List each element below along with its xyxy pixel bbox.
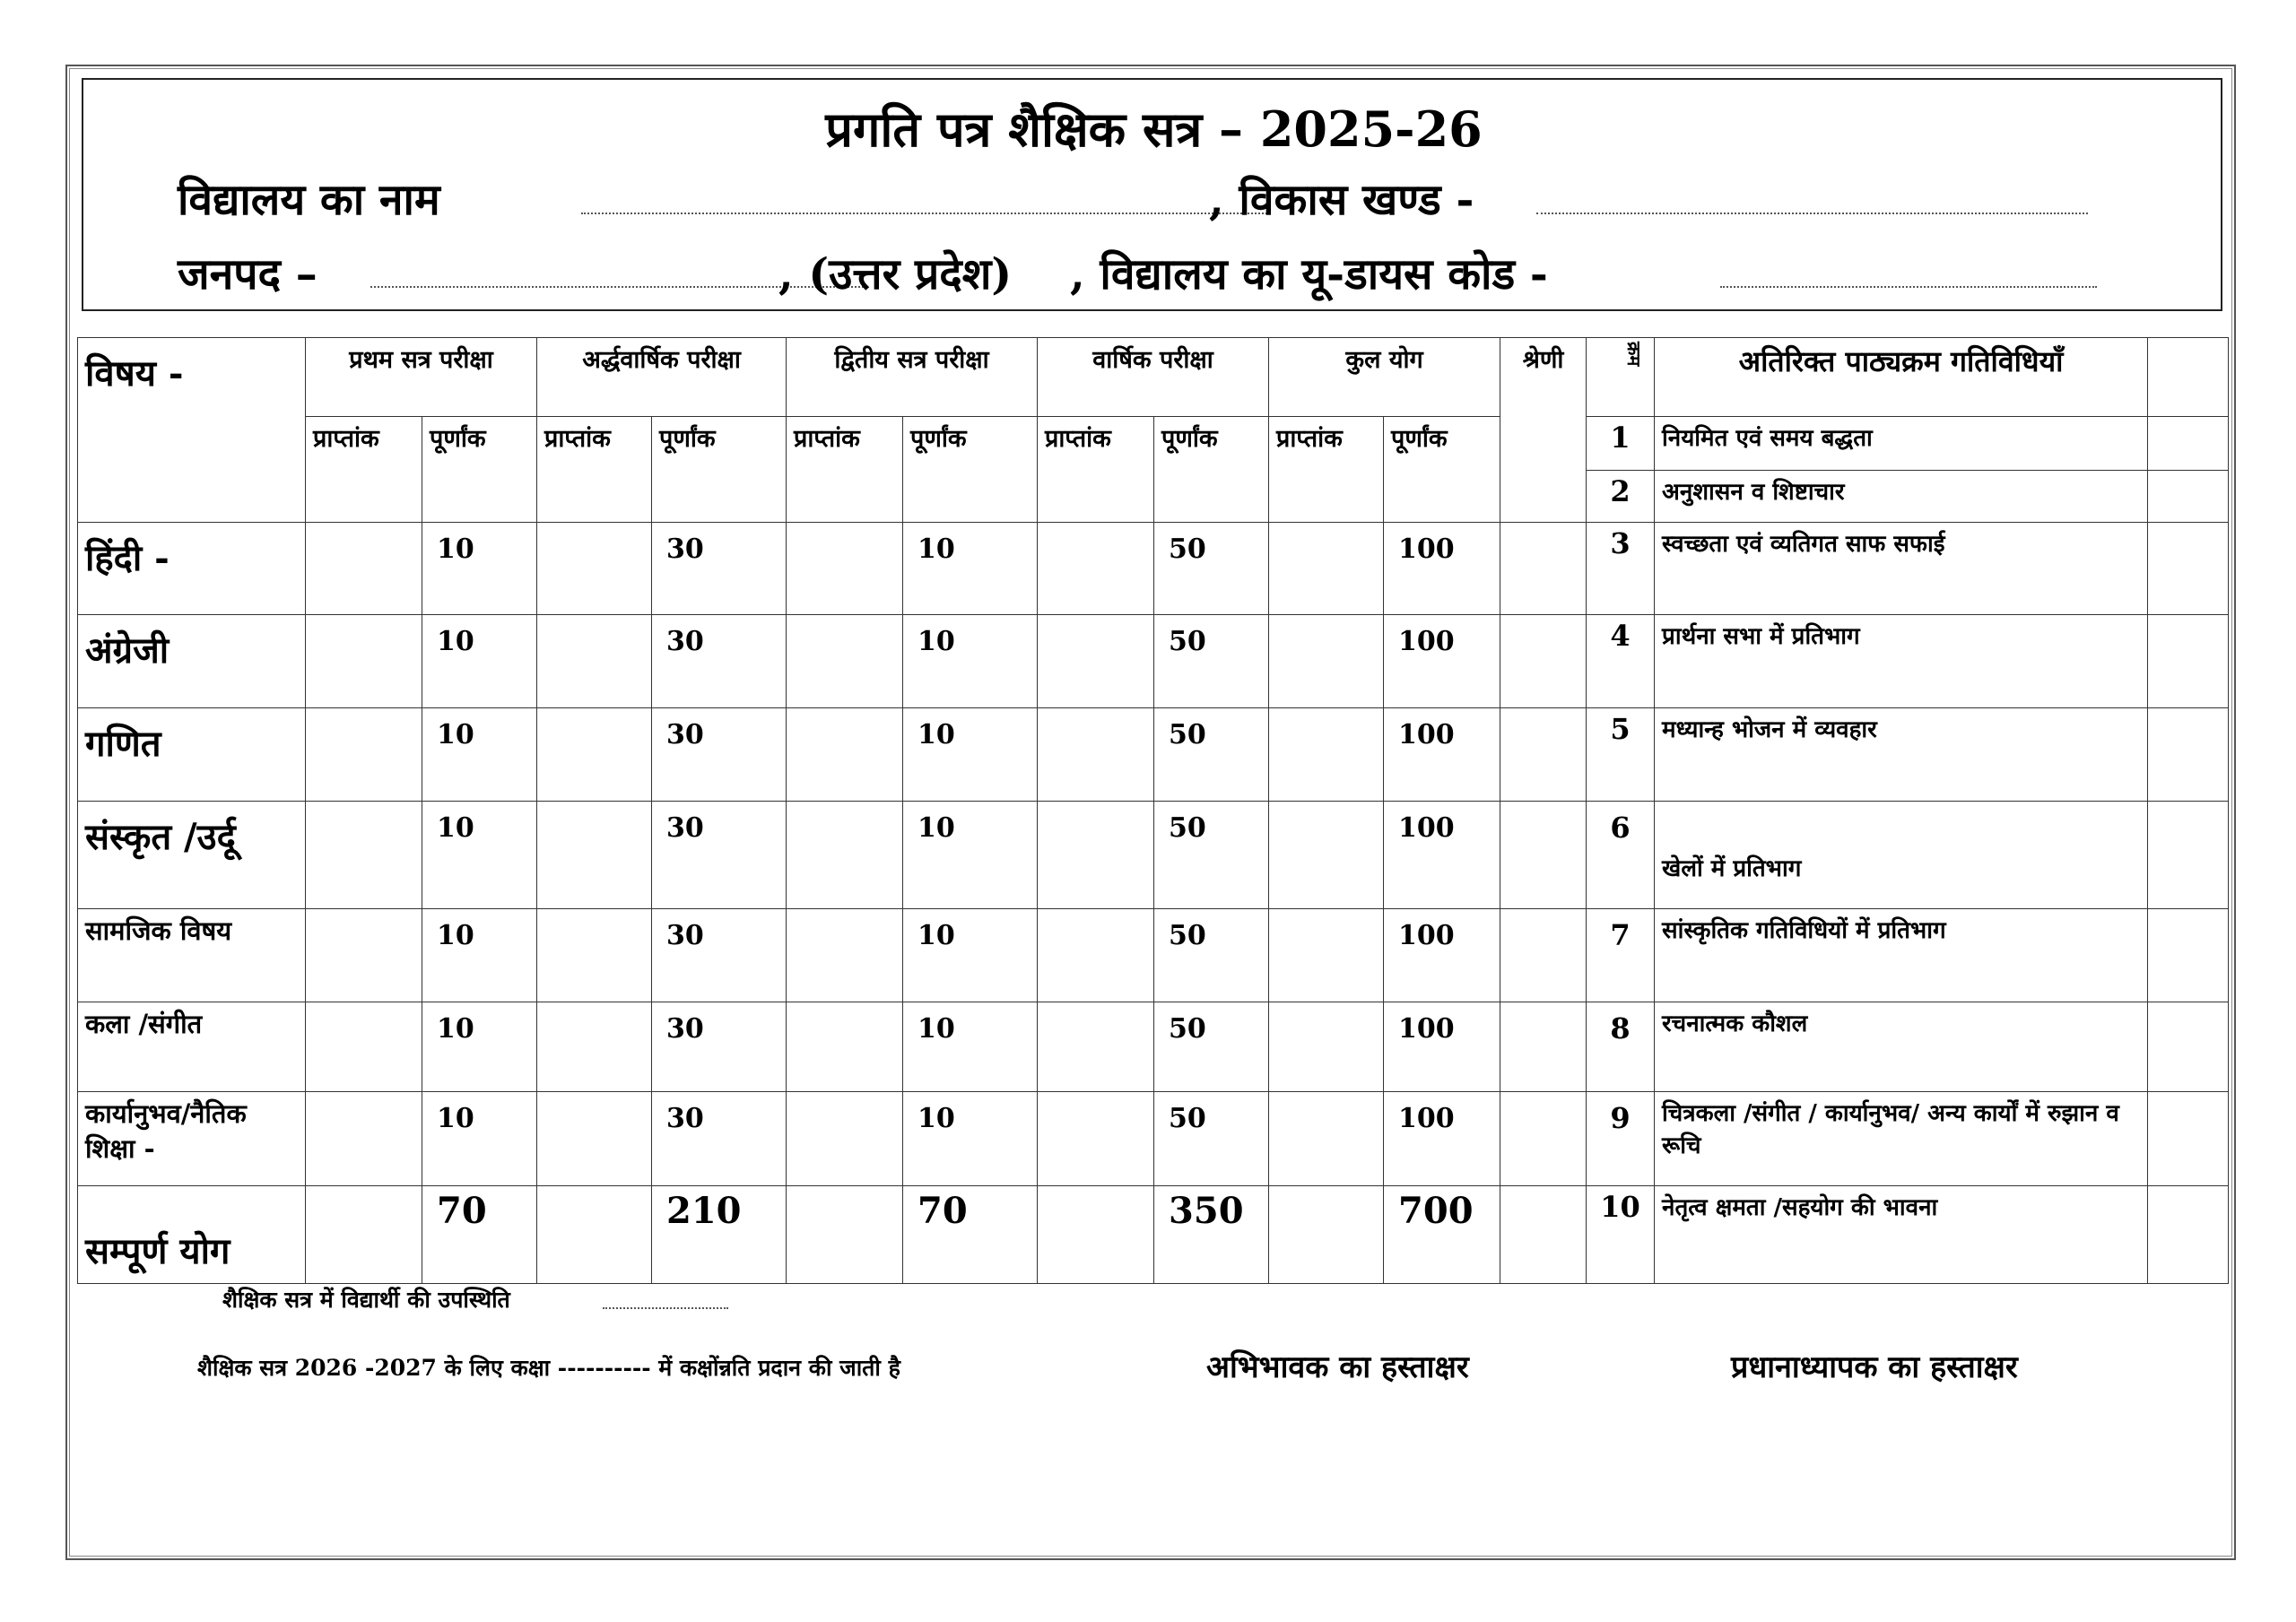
max-cell: 10 xyxy=(422,523,537,615)
udise-field[interactable] xyxy=(1720,286,2097,288)
activity-no: 4 xyxy=(1587,615,1655,708)
obtained-cell[interactable] xyxy=(306,1186,422,1284)
activity-no: 8 xyxy=(1587,1002,1655,1092)
subject-row xyxy=(78,615,2229,708)
grade-cell[interactable] xyxy=(1500,802,1587,909)
activity-grade-cell[interactable] xyxy=(2148,1002,2229,1092)
activity-grade-cell[interactable] xyxy=(2148,802,2229,909)
max-cell: 10 xyxy=(422,1092,537,1186)
activity-grade-cell[interactable] xyxy=(2148,1186,2229,1284)
activity-no: 5 xyxy=(1587,708,1655,802)
max-cell: 100 xyxy=(1384,1002,1500,1092)
max-cell: 30 xyxy=(652,802,787,909)
subject-row xyxy=(78,708,2229,802)
max-cell: 100 xyxy=(1384,1092,1500,1186)
obtained-cell[interactable] xyxy=(1038,909,1154,1002)
activity-text: अनुशासन व शिष्टाचार xyxy=(1655,471,2148,523)
obtained-cell[interactable] xyxy=(537,615,652,708)
attendance-label: शैक्षिक सत्र में विद्यार्थी की उपस्थिति xyxy=(222,1287,510,1313)
max-cell: 10 xyxy=(903,802,1038,909)
marks-table xyxy=(77,337,2229,1284)
max-cell: 100 xyxy=(1384,523,1500,615)
activity-grade-cell[interactable] xyxy=(2148,523,2229,615)
subject-name: हिंदी - xyxy=(78,523,306,615)
grade-cell[interactable] xyxy=(1500,708,1587,802)
max-cell: 10 xyxy=(903,909,1038,1002)
obtained-cell[interactable] xyxy=(537,1002,652,1092)
report-title: प्रगति पत्र शैक्षिक सत्र – 2025-26 xyxy=(825,100,1483,158)
activity-text: नियमित एवं समय बद्धता xyxy=(1655,417,2148,471)
obtained-cell[interactable] xyxy=(1269,708,1384,802)
subject-row xyxy=(78,909,2229,1002)
obtained-cell[interactable] xyxy=(306,1002,422,1092)
max-cell: 100 xyxy=(1384,708,1500,802)
activity-grade-cell[interactable] xyxy=(2148,1092,2229,1186)
obtained-cell[interactable] xyxy=(1038,802,1154,909)
grade-cell[interactable] xyxy=(1500,1092,1587,1186)
max-cell: 10 xyxy=(422,708,537,802)
max-cell: 10 xyxy=(903,615,1038,708)
activity-grade-cell[interactable] xyxy=(2148,909,2229,1002)
obtained-cell[interactable] xyxy=(1038,1002,1154,1092)
obtained-label: प्राप्तांक xyxy=(537,417,652,523)
subject-name: कार्यानुभव/नैतिक शिक्षा - xyxy=(78,1092,306,1186)
grade-cell[interactable] xyxy=(1500,1002,1587,1092)
max-label: पूर्णांक xyxy=(1154,417,1269,523)
subject-name: कला /संगीत xyxy=(78,1002,306,1092)
obtained-cell[interactable] xyxy=(1269,909,1384,1002)
obtained-cell[interactable] xyxy=(537,802,652,909)
promotion-text: शैक्षिक सत्र 2026 -2027 के लिए कक्षा ---------- में कक्षोंन्नति प्रदान की जाती है xyxy=(197,1355,900,1381)
activity-no: 1 xyxy=(1587,417,1655,471)
obtained-cell[interactable] xyxy=(537,1092,652,1186)
total-max-cell: 70 xyxy=(903,1186,1038,1284)
obtained-cell[interactable] xyxy=(1269,615,1384,708)
obtained-cell[interactable] xyxy=(787,523,903,615)
total-max-cell: 70 xyxy=(422,1186,537,1284)
max-cell: 50 xyxy=(1154,523,1269,615)
header-box xyxy=(82,78,2222,311)
activity-grade-cell[interactable] xyxy=(2148,471,2229,523)
obtained-cell[interactable] xyxy=(1038,1092,1154,1186)
subject-name: गणित xyxy=(78,708,306,802)
activity-no: 9 xyxy=(1587,1092,1655,1186)
subject-header: विषय - xyxy=(78,338,306,523)
activity-no: 10 xyxy=(1587,1186,1655,1284)
obtained-cell[interactable] xyxy=(787,909,903,1002)
max-cell: 50 xyxy=(1154,802,1269,909)
max-cell: 50 xyxy=(1154,708,1269,802)
activity-no: 3 xyxy=(1587,523,1655,615)
total-max-cell: 700 xyxy=(1384,1186,1500,1284)
obtained-cell[interactable] xyxy=(306,909,422,1002)
activity-no: 6 xyxy=(1587,802,1655,909)
activity-grade-cell[interactable] xyxy=(2148,615,2229,708)
subject-row xyxy=(78,1002,2229,1092)
max-cell: 10 xyxy=(422,1002,537,1092)
max-cell: 100 xyxy=(1384,615,1500,708)
total-max-cell: 210 xyxy=(652,1186,787,1284)
district-label: जनपद – xyxy=(178,249,317,299)
obtained-cell[interactable] xyxy=(787,708,903,802)
obtained-cell[interactable] xyxy=(1038,615,1154,708)
exam-total: कुल योग xyxy=(1269,338,1500,417)
block-field[interactable] xyxy=(1536,213,2088,214)
activity-text: चित्रकला /संगीत / कार्यानुभव/ अन्य कार्यों में रुझान व रूचि xyxy=(1655,1092,2148,1186)
activity-text: प्रार्थना सभा में प्रतिभाग xyxy=(1655,615,2148,708)
block-label: , विकास खण्ड - xyxy=(1209,175,1474,225)
obtained-cell[interactable] xyxy=(1269,523,1384,615)
obtained-cell[interactable] xyxy=(306,523,422,615)
max-label: पूर्णांक xyxy=(422,417,537,523)
activities-header: अतिरिक्त पाठ्यक्रम गतिविधियाँ xyxy=(1655,338,2148,417)
max-cell: 10 xyxy=(422,802,537,909)
max-cell: 10 xyxy=(903,708,1038,802)
state-label: , (उत्तर प्रदेश) xyxy=(778,249,1013,299)
max-label: पूर्णांक xyxy=(903,417,1038,523)
obtained-cell[interactable] xyxy=(787,1186,903,1284)
subject-name: सामजिक विषय xyxy=(78,909,306,1002)
obtained-cell[interactable] xyxy=(537,909,652,1002)
activity-grade-cell[interactable] xyxy=(2148,708,2229,802)
obtained-cell[interactable] xyxy=(1269,1092,1384,1186)
obtained-cell[interactable] xyxy=(1269,802,1384,909)
grade-cell[interactable] xyxy=(1500,1186,1587,1284)
max-cell: 100 xyxy=(1384,909,1500,1002)
max-cell: 30 xyxy=(652,708,787,802)
exam-half-yearly: अर्द्धवार्षिक परीक्षा xyxy=(537,338,787,417)
subject-name: संस्कृत /उर्दू xyxy=(78,802,306,909)
obtained-label: प्राप्तांक xyxy=(306,417,422,523)
subheader-row xyxy=(78,417,2229,471)
max-cell: 10 xyxy=(903,523,1038,615)
obtained-cell[interactable] xyxy=(1269,1186,1384,1284)
activity-text: रचनात्मक कौशल xyxy=(1655,1002,2148,1092)
obtained-cell[interactable] xyxy=(306,1092,422,1186)
obtained-cell[interactable] xyxy=(537,1186,652,1284)
obtained-cell[interactable] xyxy=(537,523,652,615)
obtained-label: प्राप्तांक xyxy=(787,417,903,523)
grade-header: श्रेणी xyxy=(1500,338,1587,523)
total-row xyxy=(78,1186,2229,1284)
activity-text: स्वच्छता एवं व्यतिगत साफ सफाई xyxy=(1655,523,2148,615)
max-cell: 10 xyxy=(422,909,537,1002)
obtained-cell[interactable] xyxy=(1269,1002,1384,1092)
exam-second-term: द्वितीय सत्र परीक्षा xyxy=(787,338,1038,417)
max-cell: 30 xyxy=(652,1002,787,1092)
obtained-cell[interactable] xyxy=(787,802,903,909)
obtained-cell[interactable] xyxy=(787,615,903,708)
max-cell: 30 xyxy=(652,615,787,708)
activity-no: 2 xyxy=(1587,471,1655,523)
parent-signature-label: अभिभावक का हस्ताक्षर xyxy=(1206,1349,1469,1385)
obtained-label: प्राप्तांक xyxy=(1269,417,1384,523)
total-max-cell: 350 xyxy=(1154,1186,1269,1284)
activity-text: नेतृत्व क्षमता /सहयोग की भावना xyxy=(1655,1186,2148,1284)
school-name-label: विद्यालय का नाम xyxy=(178,175,440,225)
max-cell: 50 xyxy=(1154,1002,1269,1092)
max-label: पूर्णांक xyxy=(652,417,787,523)
subject-row xyxy=(78,802,2229,909)
max-cell: 30 xyxy=(652,909,787,1002)
subject-row xyxy=(78,1092,2229,1186)
obtained-cell[interactable] xyxy=(1038,708,1154,802)
activity-grade-cell[interactable] xyxy=(2148,417,2229,471)
subject-name: अंग्रेजी xyxy=(78,615,306,708)
max-cell: 30 xyxy=(652,1092,787,1186)
max-cell: 50 xyxy=(1154,909,1269,1002)
grade-cell[interactable] xyxy=(1500,615,1587,708)
subject-row xyxy=(78,523,2229,615)
serial-header: क्रम xyxy=(1587,338,1655,417)
max-label: पूर्णांक xyxy=(1384,417,1500,523)
obtained-cell[interactable] xyxy=(306,615,422,708)
obtained-cell[interactable] xyxy=(306,708,422,802)
udise-label: , विद्यालय का यू-डायस कोड - xyxy=(1070,249,1548,299)
max-cell: 10 xyxy=(903,1092,1038,1186)
activity-text: सांस्कृतिक गतिविधियों में प्रतिभाग xyxy=(1655,909,2148,1002)
max-cell: 100 xyxy=(1384,802,1500,909)
exam-first-term: प्रथम सत्र परीक्षा xyxy=(306,338,537,417)
activity-text: मध्यान्ह भोजन में व्यवहार xyxy=(1655,708,2148,802)
max-cell: 10 xyxy=(422,615,537,708)
max-cell: 30 xyxy=(652,523,787,615)
principal-signature-label: प्रधानाध्यापक का हस्ताक्षर xyxy=(1731,1349,2018,1385)
max-cell: 50 xyxy=(1154,1092,1269,1186)
obtained-cell[interactable] xyxy=(787,1092,903,1186)
activity-grade-cell[interactable] xyxy=(2148,338,2229,417)
header-row xyxy=(78,338,2229,417)
obtained-cell[interactable] xyxy=(787,1002,903,1092)
obtained-cell[interactable] xyxy=(1038,523,1154,615)
obtained-cell[interactable] xyxy=(537,708,652,802)
attendance-field[interactable] xyxy=(603,1307,728,1309)
obtained-cell[interactable] xyxy=(306,802,422,909)
activity-text: खेलों में प्रतिभाग xyxy=(1655,802,2148,909)
activity-no: 7 xyxy=(1587,909,1655,1002)
grade-cell[interactable] xyxy=(1500,909,1587,1002)
school-name-field[interactable] xyxy=(581,213,1267,214)
max-cell: 10 xyxy=(903,1002,1038,1092)
exam-annual: वार्षिक परीक्षा xyxy=(1038,338,1269,417)
obtained-label: प्राप्तांक xyxy=(1038,417,1154,523)
grade-cell[interactable] xyxy=(1500,523,1587,615)
obtained-cell[interactable] xyxy=(1038,1186,1154,1284)
max-cell: 50 xyxy=(1154,615,1269,708)
total-label: सम्पूर्ण योग xyxy=(78,1186,306,1284)
